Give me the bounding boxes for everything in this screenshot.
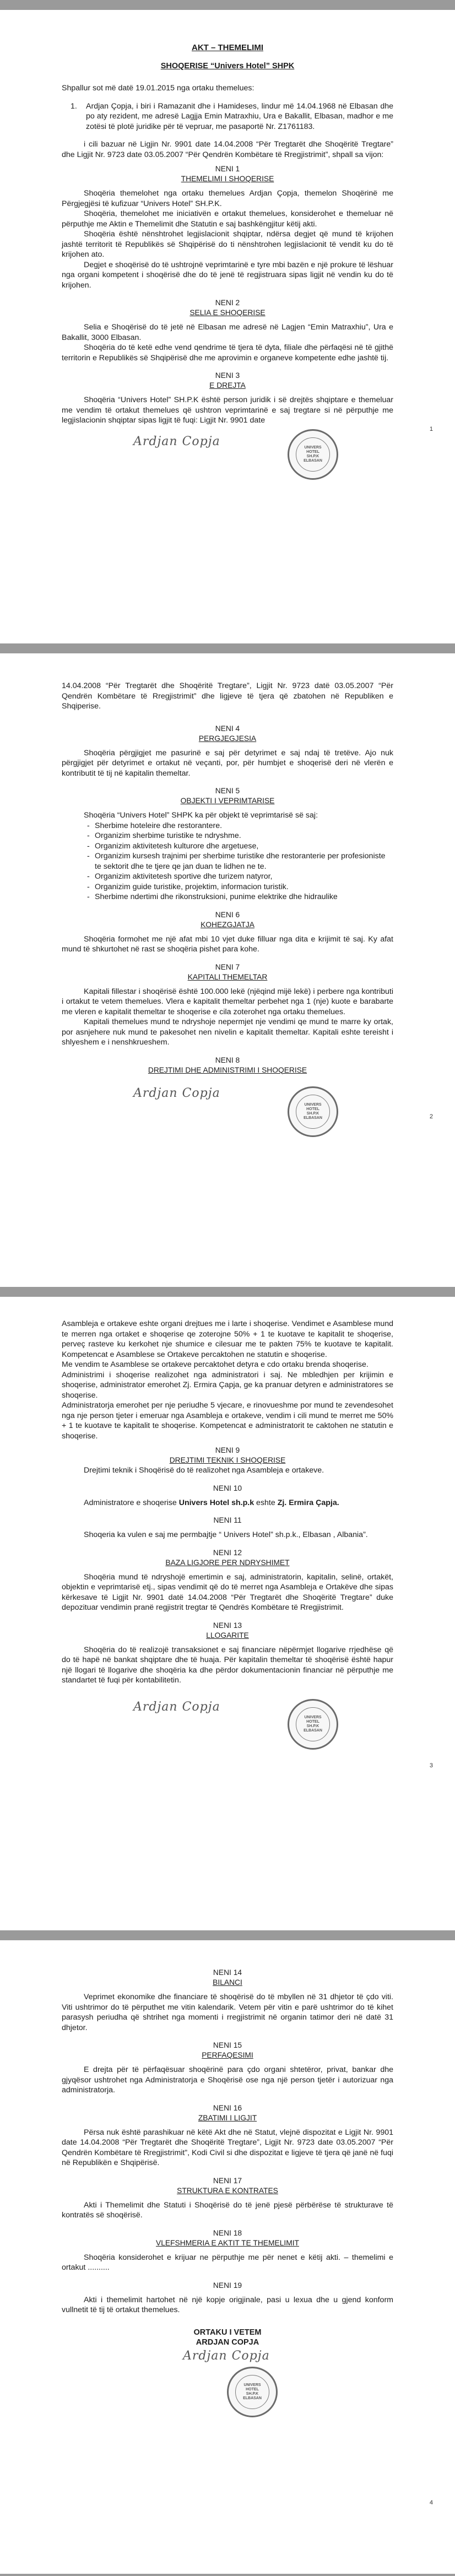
- article-7-paragraph-2: Kapitali themelues mund te ndryshoje nepermjet nje vendimi qe mund te marre ky ortak, por asnjehere nuk mund te pakesohet nen nivelin e kapitalit themeltar. Kapitali eshte tereisht i shlyeshem e i nenshkrueshem.: [62, 1018, 393, 1047]
- article-6-paragraph-1: Shoqëria formohet me një afat mbi 10 vjet duke filluar nga dita e krijimit të saj. Ky afat mund të shkurtohet në rast se shoqëria pishet para kohe.: [62, 934, 393, 954]
- list-item: - Organizim aktivitetesh kulturore dhe argetuese,: [95, 841, 393, 852]
- closing-role: ORTAKU I VETEM: [193, 2328, 262, 2337]
- article-17-title: STRUKTURA E KONTRATES: [177, 2186, 278, 2195]
- document-page-4: [0, 1940, 455, 2574]
- handwritten-signature: Ardjan Copja: [133, 434, 220, 448]
- article-1-title: THEMELIMI I SHOQERISE: [181, 175, 274, 183]
- article-3-number: NENI 3: [215, 371, 240, 380]
- article-5-paragraph-1: Shoqëria “Univers Hotel” SHPK ka për objekt të veprimtarisë së saj:: [84, 811, 318, 820]
- article-4-number: NENI 4: [215, 724, 240, 733]
- article-1-paragraph-3: Shoqëria është nënshtrohet legjislacionit shqiptar, ndërsa degjet që mund të krijohen jashtë territorit të Republikës së Shqipërisë do ti nënshtrohen legjislacionit të vendit ku do të krijohen ato.: [62, 230, 393, 259]
- article-3-continuation: 14.04.2008 “Për Tregtarët dhe Shoqëritë Tregtare”, Ligjit Nr. 9723 datë 03.05.2007 “Për Qendrën Kombëtare të Rregjistrimit” dhe ligjeve të tjera që zbatohen në Republiken e Shqiperise.: [62, 681, 393, 711]
- article-8-title: DREJTIMI DHE ADMINISTRIMI I SHOQERISE: [148, 1065, 307, 1074]
- article-8-paragraph-2: Me vendim te Asamblese se ortakeve percaktohet detyra e cdo ortaku brenda shoqerise.: [62, 1360, 369, 1369]
- article-1-paragraph-2: Shoqëria, themelohet me iniciativën e ortakut themelues, konsiderohet e themeluar në përputhje me Aktin e Themelimit dhe Statutin e saj bashkëngjitur këtij akti.: [62, 209, 393, 229]
- article-1-paragraph-4: Degjet e shoqërisë do të ushtrojnë veprimtarinë e tyre mbi bazën e një prokure të lëshuar nga organi kompetent i shoqërisë dhe do të jenë të regjistruara sipas ligjit në vendin ku do të krijohen.: [62, 260, 393, 290]
- list-item: - Sherbime hoteleire dhe restorantere.: [95, 821, 393, 831]
- article-16-number: NENI 16: [213, 2103, 242, 2112]
- article-15-paragraph-1: E drejta për të përfaqësuar shoqërinë para çdo organi shtetëror, privat, bankar dhe gjyqësor ushtrohet nga Administratorja e Shoqërisë ose nga një person tjetër i autorizuar nga administratorja.: [62, 2065, 393, 2095]
- article-8-paragraph-1: Asambleja e ortakeve eshte organi drejtues me i larte i shoqerise. Vendimet e Asamblese mund te merren nga ortaket e shoqerise qe zoterojne 50% + 1 te kuotave te kapitalit te shoqerise, perveç rasteve ku kerkohet nje shumice e cilesuar me te pakten 75% te kuotave te kapitalit. Kompetencat e Asamblese se Ortakeve percaktohen ne statutin e shoqerise.: [62, 1319, 393, 1359]
- article-2-title: SELIA E SHOQERISE: [189, 309, 266, 317]
- activity-list: [62, 821, 393, 902]
- article-9-paragraph-1: Drejtimi teknik i Shoqërisë do të realizohet nga Asambleja e ortakeve.: [84, 1466, 324, 1475]
- article-5-title: OBJEKTI I VEPRIMTARISE: [180, 797, 275, 805]
- list-item: - Sherbime ndertimi dhe rikonstruksioni, punime elektrike dhe hidraulike: [95, 892, 393, 902]
- document-subtitle: SHOQERISE “Univers Hotel” SHPK: [160, 61, 295, 71]
- article-7-title: KAPITALI THEMELTAR: [187, 972, 268, 981]
- article-3-title: E DREJTA: [209, 381, 246, 389]
- article-19-paragraph-1: Akti i themelimit hartohet në një kopje origjinale, pasi u lexua dhe u gjend konform vullnetit të tij të ortakut themelues.: [62, 2295, 393, 2314]
- article-17-paragraph-1: Akti i Themelimit dhe Statuti i Shoqërisë do të jenë pjesë përbërëse të strukturave të kontratës së shoqërisë.: [62, 2200, 393, 2220]
- founder-entry: [62, 101, 393, 132]
- document-page-2: [0, 653, 455, 1287]
- signature-area: [62, 1075, 393, 1152]
- article-13-number: NENI 13: [213, 1621, 242, 1630]
- article-7-number: NENI 7: [215, 962, 240, 971]
- article-4-title: PERGJEGJESIA: [198, 734, 257, 743]
- list-item: - Organizim sherbime turistike te ndryshme.: [95, 831, 393, 841]
- article-9-number: NENI 9: [215, 1446, 240, 1454]
- article-13-paragraph-1: Shoqëria do të realizojë transaksionet e saj financiare nëpërmjet llogarive rrjedhëse që do të hapë në bankat shqiptare dhe të huaja. Për kapitalin themeltar të shoqërisë është hapur një llogari të llogarive dhe shoqëria ka dhe përdor dokumentacionin financiar në përputhje me standartet të fuqi për kontabilitetin.: [62, 1645, 393, 1685]
- founder-text: Ardjan Çopja, i biri i Ramazanit dhe i Hamideses, lindur më 14.04.1968 në Elbasan dhe po aty rezident, me adresë Lagjja Emin Matraxhiu, Ura e Bakallit, Elbasan, madhor e me zotësi të plotë juridike për të vepruar, me pasaportë Nr. Z1761183.: [86, 101, 393, 131]
- document-page-3: [0, 1297, 455, 1930]
- article-17-number: NENI 17: [213, 2176, 242, 2185]
- signature-area: [62, 426, 393, 492]
- article-4-paragraph-1: Shoqëria përgjigjet me pasurinë e saj për detyrimet e saj ndaj të tretëve. Ajo nuk përgjigjet për detyrimet e ortakut në veçanti, por, për humbjet e shoqerisë deri në vlerën e kontributit të tij në kapitalin themeltar.: [62, 748, 393, 778]
- company-stamp: UNIVERS HOTEL SH.P.K ELBASAN: [288, 429, 338, 480]
- list-item: - Organizim aktivitetesh sportive dhe turizem natyror,: [95, 872, 393, 882]
- article-3-paragraph-1: Shoqëria “Univers Hotel” SH.P.K është person juridik i së drejtës shqiptare e themeluar me vendim të ortakut themelues që ushtron veprimtarinë e saj tregtare si në përputhje me legjislacionin shqiptar sipas ligjit të fuqi: Ligjit Nr. 9901 date: [62, 396, 393, 425]
- article-10-number: NENI 10: [213, 1484, 242, 1492]
- document-title: AKT – THEMELIMI: [192, 43, 263, 52]
- document-page-1: [0, 10, 455, 643]
- article-14-number: NENI 14: [213, 1968, 242, 1977]
- article-11-paragraph-1: Shoqeria ka vulen e saj me permbajtje “ Univers Hotel” sh.p.k., Elbasan , Albania”.: [84, 1530, 368, 1539]
- article-2-number: NENI 2: [215, 299, 240, 307]
- article-15-number: NENI 15: [213, 2041, 242, 2049]
- article-15-title: PERFAQESIMI: [202, 2051, 253, 2059]
- company-stamp: UNIVERS HOTEL SH.P.K ELBASAN: [288, 1086, 338, 1137]
- founder-number: 1.: [71, 101, 77, 111]
- page-number: 4: [429, 2499, 433, 2506]
- article-18-number: NENI 18: [213, 2228, 242, 2237]
- article-5-number: NENI 5: [215, 787, 240, 795]
- list-item: - Organizim kursesh trajnimi per sherbime turistike dhe restoranterie per profesioniste te sektorit dhe te tjere qe jan duan te lidhen ne te.: [95, 851, 393, 872]
- article-16-paragraph-1: Përsa nuk është parashikuar në këtë Akt dhe në Statut, vlejnë dispozitat e Ligjit Nr. 9901 date 14.04.2008 “Për Tregtarët dhe Shoqëritë Tregtare”, Ligjit Nr. 9723 date 03.05.2007 “Për Qendrën Kombëtare të Rregjistrimit”, Kodi Civil si dhe dispozitat e ligjeve të tjera që janë në fuqi në Republikën e Shqipërisë.: [62, 2128, 393, 2167]
- article-2-paragraph-1: Selia e Shoqërisë do të jetë në Elbasan me adresë në Lagjen “Emin Matraxhiu”, Ura e Bakallit, 3000 Elbasan.: [62, 323, 393, 342]
- article-1-paragraph-1: Shoqëria themelohet nga ortaku themelues Ardjan Çopja, themelon Shoqërinë me Përgjegjësi të kufizuar “Univers Hotel” SH.P.K.: [62, 189, 393, 208]
- article-10-paragraph-1: Administratore e shoqerise Univers Hotel sh.p.k eshte Zj. Ermira Çapja.: [84, 1498, 339, 1507]
- legal-basis: i cili bazuar në Ligjin Nr. 9901 date 14.04.2008 “Për Tregtarët dhe Shoqëritë Tregtare” dhe Ligjit Nr. 9723 date 03.05.2007 “Për Qendrën Kombëtare të Rregjistrimit”, shpall sa vijon:: [62, 140, 393, 159]
- page-number: 1: [429, 425, 433, 432]
- article-18-paragraph-1: Shoqëria konsiderohet e krijuar ne përputhje me për nenet e këtij akti. – themelimi e ortakut ..........: [62, 2253, 393, 2272]
- article-7-paragraph-1: Kapitali fillestar i shoqërisë është 100.000 lekë (njëqind mijë lekë) i perbere nga kontributi i ortakut te vetem themelues. Vlera e kapitalit themeltar perbehet nga 1 (nje) kuote e barabarte me vleren e kapitalit themeltar te shoqerise e cila zoterohet nga ortaku themelues.: [62, 987, 393, 1016]
- intro-text: Shpallur sot më datë 19.01.2015 nga ortaku themelues:: [62, 84, 254, 93]
- article-8-paragraph-4: Administratorja emerohet per nje periudhe 5 vjecare, e rinovueshme por mund te zevendesohet nga nje person tjeter i emeruar nga Asambleja e ortakeve, vendim i cili mund te merret me 50% + 1 te kuotave te kapitalit te shoqerise. Kompetencat e administratorit te caktohen ne statutin e shoqerise.: [62, 1401, 393, 1441]
- signature-area: [62, 2348, 393, 2420]
- list-item: - Organizim guide turistike, projektim, informacion turistik.: [95, 882, 393, 892]
- article-11-number: NENI 11: [213, 1516, 242, 1524]
- article-12-title: BAZA LIGJORE PER NDRYSHIMET: [165, 1558, 290, 1567]
- article-16-title: ZBATIMI I LIGJIT: [198, 2113, 257, 2122]
- handwritten-signature: Ardjan Copja: [133, 1700, 220, 1714]
- article-12-paragraph-1: Shoqëria mund të ndryshojë emertimin e saj, administratorin, kapitalin, selinë, ortakët, objektin e veprimtarisë etj., sipas vendimit që do të merret nga Asambleja e Ortakëve dhe sipas kërkesave të Ligjit Nr. 9901 datë 14.04.2008 “Për Tregtarët dhe Shoqëritë Tregtare” duke depozituar vendimin pranë regjistrit tregtar të Qendrës Kombëtare të Rregjistrimit.: [62, 1572, 393, 1612]
- page-number: 3: [429, 1762, 433, 1769]
- article-9-title: DREJTIMI TEKNIK I SHOQERISE: [169, 1456, 286, 1464]
- handwritten-signature: Ardjan Copja: [133, 1086, 220, 1100]
- signature-area: [62, 1686, 393, 1768]
- article-18-title: VLEFSHMERIA E AKTIT TE THEMELIMIT: [156, 2238, 299, 2247]
- article-6-number: NENI 6: [215, 910, 240, 919]
- article-8-paragraph-3: Administrimi i shoqerise realizohet nga administratori i saj. Ne mbledhjen per krijimin e shoqerise, administrator emerohet Zj. Ermira Çapja, ge ka pranuar detyren e administratores se shoqerise.: [62, 1370, 393, 1400]
- article-14-paragraph-1: Veprimet ekonomike dhe financiare të shoqërisë do të mbyllen në 31 dhjetor të çdo viti. Viti ushtrimor do të përputhet me vitin kalendarik. Vetem për vitin e parë ushtrimor do të kihet parasysh periudha që shtrihet nga momenti i rregjistrimit në organin tatimor deri në datë 31 dhjetor.: [62, 1993, 393, 2032]
- article-6-title: KOHEZGJATJA: [201, 920, 254, 929]
- article-8-number: NENI 8: [215, 1056, 240, 1064]
- article-2-paragraph-2: Shoqëria do të ketë edhe vend qendrime të tjera të dyta, filiale dhe përfaqësi në të gjithë territorin e Republikës së Shqipërisë dhe me aprovimin e organeve kompetente edhe jashtë tij.: [62, 343, 393, 362]
- article-12-number: NENI 12: [213, 1548, 242, 1557]
- closing-name: ARDJAN COPJA: [196, 2338, 259, 2347]
- page-number: 2: [429, 1113, 433, 1120]
- company-stamp: UNIVERS HOTEL SH.P.K ELBASAN: [227, 2367, 278, 2417]
- article-19-number: NENI 19: [213, 2281, 242, 2290]
- handwritten-signature: Ardjan Copja: [183, 2348, 270, 2363]
- company-stamp: UNIVERS HOTEL SH.P.K ELBASAN: [288, 1699, 338, 1750]
- article-14-title: BILANCI: [213, 1978, 242, 1987]
- article-1-number: NENI 1: [215, 165, 240, 173]
- article-13-title: LLOGARITE: [206, 1631, 249, 1639]
